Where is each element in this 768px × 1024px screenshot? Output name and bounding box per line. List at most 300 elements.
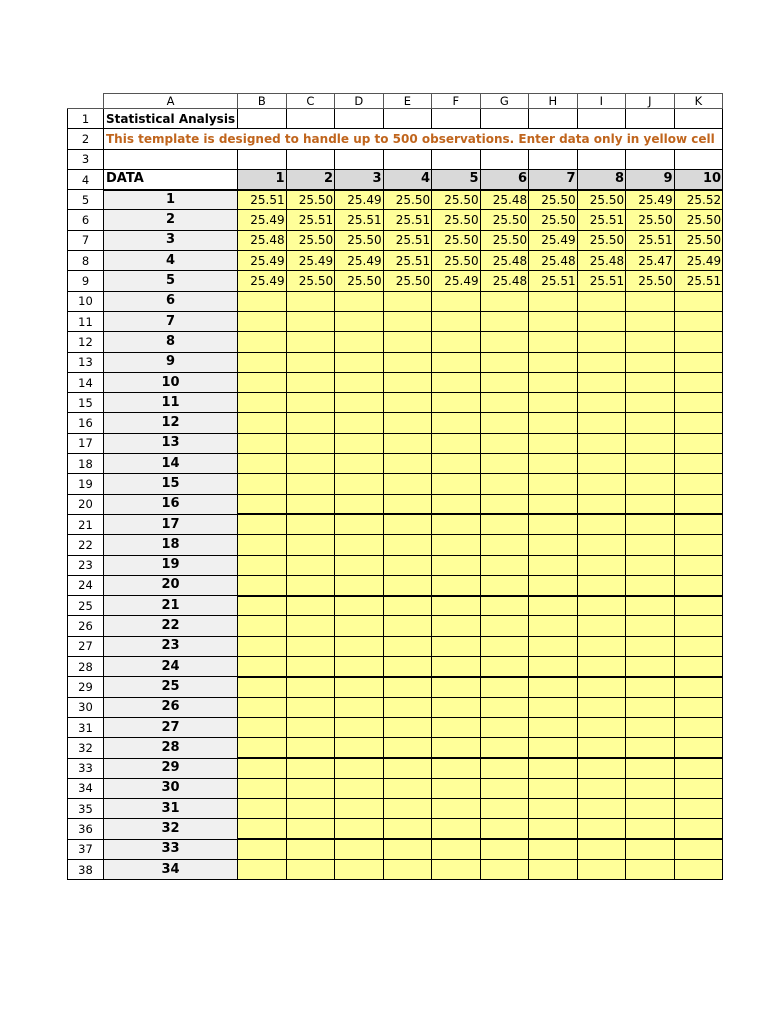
data-input-cell[interactable]: 25.50 (286, 271, 335, 291)
data-input-cell[interactable] (286, 758, 335, 778)
data-input-cell[interactable] (626, 393, 675, 413)
data-input-cell[interactable] (577, 758, 626, 778)
column-header[interactable]: B (238, 94, 287, 109)
data-input-cell[interactable] (335, 393, 384, 413)
data-input-cell[interactable] (286, 697, 335, 717)
data-input-cell[interactable] (529, 372, 578, 392)
data-input-cell[interactable] (383, 738, 432, 758)
data-input-cell[interactable] (577, 636, 626, 656)
data-input-cell[interactable] (238, 494, 287, 514)
observation-index[interactable]: 8 (104, 332, 238, 352)
observation-index[interactable]: 19 (104, 555, 238, 575)
row-number[interactable]: 35 (68, 799, 104, 819)
data-input-cell[interactable] (238, 697, 287, 717)
data-input-cell[interactable] (577, 677, 626, 697)
data-input-cell[interactable] (626, 454, 675, 474)
data-input-cell[interactable] (335, 454, 384, 474)
data-input-cell[interactable] (674, 393, 723, 413)
data-input-cell[interactable] (335, 758, 384, 778)
data-input-cell[interactable] (432, 514, 481, 534)
data-input-cell[interactable] (432, 697, 481, 717)
column-header[interactable]: H (529, 94, 578, 109)
data-input-cell[interactable]: 25.49 (238, 271, 287, 291)
data-input-cell[interactable] (286, 413, 335, 433)
row-number[interactable]: 38 (68, 859, 104, 879)
data-input-cell[interactable] (383, 575, 432, 595)
observation-index[interactable]: 22 (104, 616, 238, 636)
data-input-cell[interactable] (432, 311, 481, 331)
data-input-cell[interactable] (577, 332, 626, 352)
data-input-cell[interactable] (335, 596, 384, 616)
data-input-cell[interactable] (383, 474, 432, 494)
data-input-cell[interactable] (238, 454, 287, 474)
data-input-cell[interactable]: 25.49 (238, 210, 287, 230)
data-input-cell[interactable] (335, 778, 384, 798)
data-input-cell[interactable] (480, 413, 529, 433)
data-input-cell[interactable]: 25.50 (529, 210, 578, 230)
data-input-cell[interactable] (480, 616, 529, 636)
data-input-cell[interactable] (674, 372, 723, 392)
data-input-cell[interactable] (674, 819, 723, 839)
row-number[interactable]: 16 (68, 413, 104, 433)
data-input-cell[interactable] (432, 859, 481, 879)
data-input-cell[interactable] (286, 433, 335, 453)
data-input-cell[interactable] (480, 372, 529, 392)
data-input-cell[interactable]: 25.50 (432, 210, 481, 230)
data-input-cell[interactable] (529, 555, 578, 575)
data-input-cell[interactable]: 25.51 (577, 210, 626, 230)
data-input-cell[interactable] (383, 352, 432, 372)
data-input-cell[interactable] (432, 839, 481, 859)
data-input-cell[interactable] (480, 859, 529, 879)
observation-index[interactable]: 33 (104, 839, 238, 859)
data-input-cell[interactable] (626, 535, 675, 555)
row-number[interactable]: 22 (68, 535, 104, 555)
data-input-cell[interactable] (432, 454, 481, 474)
data-input-cell[interactable] (383, 717, 432, 737)
data-input-cell[interactable] (529, 575, 578, 595)
data-input-cell[interactable] (335, 433, 384, 453)
column-header[interactable]: A (104, 94, 238, 109)
data-input-cell[interactable] (238, 616, 287, 636)
data-input-cell[interactable] (286, 372, 335, 392)
data-input-cell[interactable] (626, 596, 675, 616)
data-input-cell[interactable] (335, 575, 384, 595)
data-input-cell[interactable] (238, 677, 287, 697)
data-input-cell[interactable] (626, 311, 675, 331)
data-input-cell[interactable] (480, 778, 529, 798)
data-input-cell[interactable] (577, 657, 626, 677)
cell[interactable] (286, 109, 335, 129)
row-number[interactable]: 29 (68, 677, 104, 697)
row-number[interactable]: 15 (68, 393, 104, 413)
data-input-cell[interactable] (674, 332, 723, 352)
row-number[interactable]: 3 (68, 149, 104, 169)
data-input-cell[interactable] (286, 291, 335, 311)
data-input-cell[interactable] (577, 738, 626, 758)
data-input-cell[interactable] (286, 799, 335, 819)
data-input-cell[interactable] (626, 291, 675, 311)
observation-index[interactable]: 14 (104, 454, 238, 474)
data-input-cell[interactable] (383, 839, 432, 859)
data-input-cell[interactable] (286, 474, 335, 494)
data-input-cell[interactable] (529, 596, 578, 616)
data-input-cell[interactable] (286, 535, 335, 555)
observation-index[interactable]: 18 (104, 535, 238, 555)
row-number[interactable]: 7 (68, 230, 104, 250)
data-input-cell[interactable] (674, 717, 723, 737)
observation-index[interactable]: 23 (104, 636, 238, 656)
data-input-cell[interactable] (480, 393, 529, 413)
data-input-cell[interactable] (286, 859, 335, 879)
row-number[interactable]: 6 (68, 210, 104, 230)
data-input-cell[interactable] (577, 413, 626, 433)
data-input-cell[interactable] (480, 514, 529, 534)
data-input-cell[interactable] (480, 758, 529, 778)
data-input-cell[interactable] (238, 596, 287, 616)
cell[interactable] (383, 109, 432, 129)
data-input-cell[interactable] (577, 393, 626, 413)
row-number[interactable]: 1 (68, 109, 104, 129)
data-input-cell[interactable]: 25.50 (432, 251, 481, 271)
data-input-cell[interactable] (383, 413, 432, 433)
data-input-cell[interactable] (577, 717, 626, 737)
data-input-cell[interactable] (480, 352, 529, 372)
data-input-cell[interactable] (238, 352, 287, 372)
data-input-cell[interactable]: 25.48 (577, 251, 626, 271)
data-input-cell[interactable] (383, 291, 432, 311)
data-input-cell[interactable] (383, 819, 432, 839)
data-input-cell[interactable] (432, 393, 481, 413)
data-input-cell[interactable] (335, 717, 384, 737)
data-input-cell[interactable]: 25.50 (432, 190, 481, 210)
data-input-cell[interactable] (335, 657, 384, 677)
data-input-cell[interactable] (626, 372, 675, 392)
data-input-cell[interactable]: 25.50 (383, 190, 432, 210)
data-input-cell[interactable] (674, 677, 723, 697)
data-input-cell[interactable] (480, 657, 529, 677)
cell[interactable] (626, 149, 675, 169)
data-input-cell[interactable] (529, 535, 578, 555)
data-input-cell[interactable]: 25.52 (674, 190, 723, 210)
data-input-cell[interactable] (238, 799, 287, 819)
data-input-cell[interactable] (238, 839, 287, 859)
data-input-cell[interactable] (480, 717, 529, 737)
data-input-cell[interactable] (577, 819, 626, 839)
data-input-cell[interactable] (674, 311, 723, 331)
data-input-cell[interactable] (286, 596, 335, 616)
data-input-cell[interactable] (480, 839, 529, 859)
instructions-cell[interactable]: This template is designed to handle up to 500 observations. Enter data only in yellow cell (104, 129, 723, 149)
data-input-cell[interactable] (577, 352, 626, 372)
data-input-cell[interactable]: 25.49 (335, 251, 384, 271)
data-input-cell[interactable] (383, 311, 432, 331)
data-input-cell[interactable] (674, 555, 723, 575)
data-input-cell[interactable] (286, 839, 335, 859)
data-input-cell[interactable] (674, 454, 723, 474)
data-input-cell[interactable] (529, 514, 578, 534)
data-input-cell[interactable]: 25.51 (674, 271, 723, 291)
row-number[interactable]: 20 (68, 494, 104, 514)
data-input-cell[interactable] (238, 413, 287, 433)
observation-index[interactable]: 31 (104, 799, 238, 819)
data-input-cell[interactable] (626, 738, 675, 758)
data-input-cell[interactable] (674, 636, 723, 656)
data-input-cell[interactable] (432, 616, 481, 636)
data-input-cell[interactable] (674, 657, 723, 677)
data-input-cell[interactable] (674, 413, 723, 433)
data-input-cell[interactable]: 25.50 (335, 230, 384, 250)
cell[interactable] (104, 149, 238, 169)
data-input-cell[interactable] (383, 778, 432, 798)
row-number[interactable]: 26 (68, 616, 104, 636)
data-input-cell[interactable] (480, 291, 529, 311)
data-input-cell[interactable] (432, 474, 481, 494)
data-input-cell[interactable] (286, 575, 335, 595)
data-input-cell[interactable] (529, 291, 578, 311)
data-input-cell[interactable]: 25.49 (432, 271, 481, 291)
observation-index[interactable]: 5 (104, 271, 238, 291)
data-input-cell[interactable] (335, 372, 384, 392)
data-input-cell[interactable] (335, 413, 384, 433)
data-input-cell[interactable] (432, 717, 481, 737)
observation-index[interactable]: 34 (104, 859, 238, 879)
row-number[interactable]: 18 (68, 454, 104, 474)
observation-index[interactable]: 10 (104, 372, 238, 392)
data-input-cell[interactable] (335, 616, 384, 636)
data-input-cell[interactable] (674, 616, 723, 636)
data-input-cell[interactable] (674, 738, 723, 758)
data-input-cell[interactable] (238, 758, 287, 778)
data-input-cell[interactable] (286, 393, 335, 413)
data-input-cell[interactable]: 25.49 (626, 190, 675, 210)
data-input-cell[interactable] (286, 738, 335, 758)
column-header[interactable]: J (626, 94, 675, 109)
data-input-cell[interactable] (286, 717, 335, 737)
data-input-cell[interactable] (674, 596, 723, 616)
data-input-cell[interactable] (529, 311, 578, 331)
data-input-cell[interactable] (626, 555, 675, 575)
data-input-cell[interactable]: 25.48 (529, 251, 578, 271)
series-number-cell[interactable]: 1 (238, 169, 287, 189)
data-input-cell[interactable] (577, 799, 626, 819)
data-input-cell[interactable]: 25.48 (480, 190, 529, 210)
observation-index[interactable]: 7 (104, 311, 238, 331)
data-input-cell[interactable] (529, 636, 578, 656)
cell[interactable] (335, 149, 384, 169)
data-input-cell[interactable] (529, 758, 578, 778)
data-input-cell[interactable] (432, 657, 481, 677)
observation-index[interactable]: 16 (104, 494, 238, 514)
data-input-cell[interactable] (432, 352, 481, 372)
data-input-cell[interactable] (383, 454, 432, 474)
data-input-cell[interactable] (529, 332, 578, 352)
row-number[interactable]: 2 (68, 129, 104, 149)
data-input-cell[interactable] (577, 596, 626, 616)
data-input-cell[interactable] (335, 636, 384, 656)
data-input-cell[interactable]: 25.50 (480, 210, 529, 230)
column-header[interactable]: F (432, 94, 481, 109)
data-input-cell[interactable]: 25.50 (432, 230, 481, 250)
data-input-cell[interactable] (577, 778, 626, 798)
data-input-cell[interactable] (238, 819, 287, 839)
data-input-cell[interactable] (432, 413, 481, 433)
data-input-cell[interactable] (383, 799, 432, 819)
data-input-cell[interactable] (626, 413, 675, 433)
data-input-cell[interactable] (238, 433, 287, 453)
cell[interactable] (577, 109, 626, 129)
data-input-cell[interactable] (626, 677, 675, 697)
observation-index[interactable]: 1 (104, 190, 238, 210)
data-input-cell[interactable] (529, 859, 578, 879)
data-header-cell[interactable]: DATA (104, 169, 238, 189)
data-input-cell[interactable] (238, 291, 287, 311)
data-input-cell[interactable]: 25.50 (480, 230, 529, 250)
data-input-cell[interactable] (674, 433, 723, 453)
data-input-cell[interactable] (286, 311, 335, 331)
column-header[interactable]: G (480, 94, 529, 109)
data-input-cell[interactable] (626, 717, 675, 737)
data-input-cell[interactable] (626, 758, 675, 778)
row-number[interactable]: 11 (68, 311, 104, 331)
data-input-cell[interactable] (626, 514, 675, 534)
data-input-cell[interactable] (577, 575, 626, 595)
data-input-cell[interactable] (674, 839, 723, 859)
data-input-cell[interactable] (432, 677, 481, 697)
observation-index[interactable]: 12 (104, 413, 238, 433)
data-input-cell[interactable]: 25.50 (383, 271, 432, 291)
observation-index[interactable]: 26 (104, 697, 238, 717)
cell[interactable] (432, 149, 481, 169)
data-input-cell[interactable] (480, 738, 529, 758)
column-header[interactable]: E (383, 94, 432, 109)
row-number[interactable]: 19 (68, 474, 104, 494)
data-input-cell[interactable]: 25.50 (286, 190, 335, 210)
observation-index[interactable]: 6 (104, 291, 238, 311)
data-input-cell[interactable] (674, 799, 723, 819)
data-input-cell[interactable]: 25.50 (577, 190, 626, 210)
data-input-cell[interactable] (480, 311, 529, 331)
data-input-cell[interactable] (529, 393, 578, 413)
row-number[interactable]: 10 (68, 291, 104, 311)
data-input-cell[interactable] (577, 514, 626, 534)
data-input-cell[interactable] (577, 433, 626, 453)
data-input-cell[interactable] (674, 352, 723, 372)
data-input-cell[interactable] (286, 657, 335, 677)
data-input-cell[interactable] (674, 535, 723, 555)
data-input-cell[interactable] (335, 332, 384, 352)
cell[interactable] (286, 149, 335, 169)
data-input-cell[interactable]: 25.51 (383, 230, 432, 250)
observation-index[interactable]: 30 (104, 778, 238, 798)
cell[interactable] (626, 109, 675, 129)
column-header[interactable]: D (335, 94, 384, 109)
data-input-cell[interactable] (383, 697, 432, 717)
data-input-cell[interactable] (335, 839, 384, 859)
data-input-cell[interactable]: 25.47 (626, 251, 675, 271)
data-input-cell[interactable] (529, 454, 578, 474)
cell[interactable] (480, 109, 529, 129)
data-input-cell[interactable] (383, 859, 432, 879)
data-input-cell[interactable]: 25.48 (238, 230, 287, 250)
data-input-cell[interactable] (480, 454, 529, 474)
row-number[interactable]: 31 (68, 717, 104, 737)
cell[interactable] (674, 149, 723, 169)
data-input-cell[interactable] (383, 758, 432, 778)
data-input-cell[interactable] (335, 738, 384, 758)
data-input-cell[interactable] (529, 433, 578, 453)
data-input-cell[interactable] (432, 819, 481, 839)
data-input-cell[interactable] (238, 575, 287, 595)
data-input-cell[interactable] (529, 717, 578, 737)
data-input-cell[interactable] (577, 859, 626, 879)
data-input-cell[interactable] (480, 494, 529, 514)
observation-index[interactable]: 15 (104, 474, 238, 494)
data-input-cell[interactable] (286, 819, 335, 839)
data-input-cell[interactable] (626, 474, 675, 494)
data-input-cell[interactable] (238, 474, 287, 494)
data-input-cell[interactable] (674, 291, 723, 311)
cell[interactable] (335, 109, 384, 129)
data-input-cell[interactable] (529, 799, 578, 819)
data-input-cell[interactable] (286, 616, 335, 636)
column-header[interactable]: C (286, 94, 335, 109)
cell[interactable] (529, 109, 578, 129)
data-input-cell[interactable]: 25.50 (577, 230, 626, 250)
data-input-cell[interactable]: 25.51 (577, 271, 626, 291)
data-input-cell[interactable] (577, 535, 626, 555)
data-input-cell[interactable] (335, 859, 384, 879)
data-input-cell[interactable] (238, 372, 287, 392)
data-input-cell[interactable] (626, 332, 675, 352)
series-number-cell[interactable]: 7 (529, 169, 578, 189)
data-input-cell[interactable] (335, 474, 384, 494)
data-input-cell[interactable] (577, 291, 626, 311)
series-number-cell[interactable]: 2 (286, 169, 335, 189)
data-input-cell[interactable] (383, 332, 432, 352)
observation-index[interactable]: 20 (104, 575, 238, 595)
observation-index[interactable]: 11 (104, 393, 238, 413)
data-input-cell[interactable] (432, 372, 481, 392)
row-number[interactable]: 34 (68, 778, 104, 798)
data-input-cell[interactable] (432, 433, 481, 453)
data-input-cell[interactable] (432, 494, 481, 514)
data-input-cell[interactable] (432, 636, 481, 656)
data-input-cell[interactable] (286, 454, 335, 474)
row-number[interactable]: 32 (68, 738, 104, 758)
row-number[interactable]: 5 (68, 190, 104, 210)
data-input-cell[interactable] (529, 413, 578, 433)
data-input-cell[interactable] (383, 535, 432, 555)
data-input-cell[interactable] (674, 514, 723, 534)
data-input-cell[interactable] (626, 697, 675, 717)
data-input-cell[interactable] (432, 799, 481, 819)
row-number[interactable]: 27 (68, 636, 104, 656)
row-number[interactable]: 8 (68, 251, 104, 271)
data-input-cell[interactable] (626, 819, 675, 839)
row-number[interactable]: 28 (68, 657, 104, 677)
row-number[interactable]: 25 (68, 596, 104, 616)
data-input-cell[interactable] (480, 677, 529, 697)
cell[interactable] (577, 149, 626, 169)
row-number[interactable]: 12 (68, 332, 104, 352)
data-input-cell[interactable] (626, 778, 675, 798)
data-input-cell[interactable] (335, 697, 384, 717)
column-header[interactable]: I (577, 94, 626, 109)
series-number-cell[interactable]: 9 (626, 169, 675, 189)
data-input-cell[interactable] (480, 555, 529, 575)
data-input-cell[interactable]: 25.51 (335, 210, 384, 230)
